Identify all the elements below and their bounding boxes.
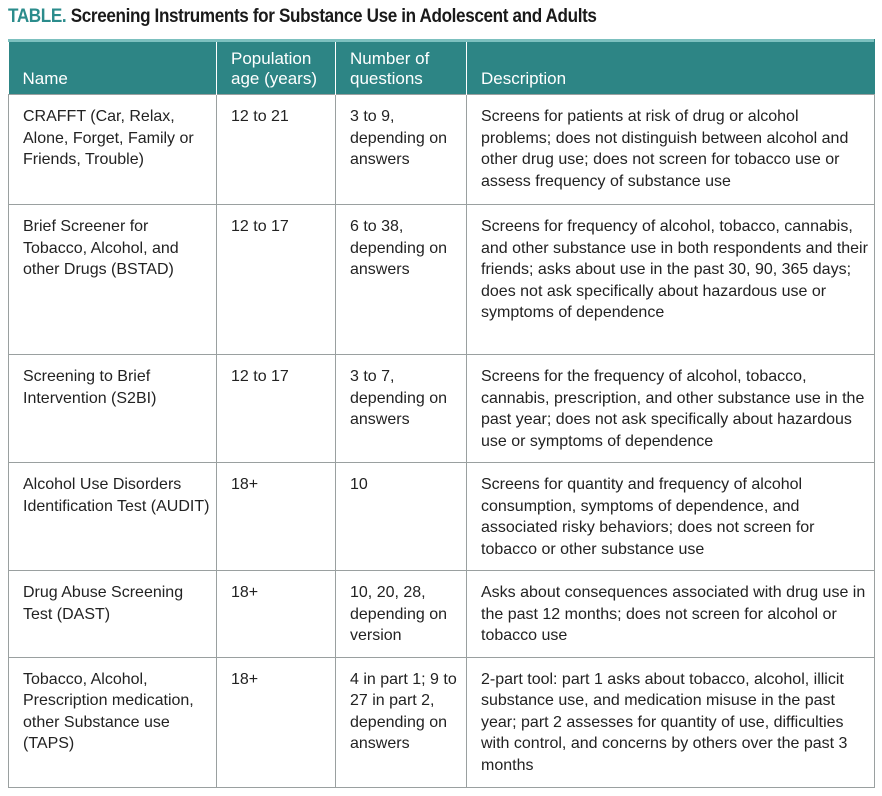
table-row — [9, 463, 875, 571]
cell-age: 18+ — [217, 571, 336, 658]
cell-questions: 10 — [336, 463, 467, 571]
table-row — [9, 205, 875, 355]
header-name: Name — [9, 39, 217, 95]
cell-age: 12 to 17 — [217, 205, 336, 355]
screening-instruments-table — [8, 39, 875, 788]
table-title — [8, 6, 597, 28]
table-row — [9, 657, 875, 787]
header-age: Population age (years) — [217, 39, 336, 95]
table-row — [9, 95, 875, 205]
cell-age: 18+ — [217, 463, 336, 571]
cell-questions: 3 to 7, depending on answers — [336, 355, 467, 463]
table-title-text: Screening Instruments for Substance Use in Adolescent and Adults — [70, 6, 597, 27]
cell-name: Brief Screener for Tobacco, Alcohol, and other Drugs (BSTAD) — [9, 205, 217, 355]
table-row — [9, 571, 875, 658]
cell-description: 2-part tool: part 1 asks about tobacco, alcohol, illicit substance use, and medication misuse in the past year; part 2 assesses for quantity of use, difficulties with control, and concerns by others over the past 3 months — [467, 657, 875, 787]
cell-name: Screening to Brief Intervention (S2BI) — [9, 355, 217, 463]
cell-description: Screens for the frequency of alcohol, tobacco, cannabis, prescription, and other substance use in the past year; does not ask specifically about hazardous use or symptoms of dependence — [467, 355, 875, 463]
cell-age: 12 to 17 — [217, 355, 336, 463]
header-top-rule — [8, 39, 874, 42]
cell-age: 12 to 21 — [217, 95, 336, 205]
cell-description: Asks about consequences associated with drug use in the past 12 months; does not screen for alcohol or tobacco use — [467, 571, 875, 658]
cell-questions: 4 in part 1; 9 to 27 in part 2, depending on answers — [336, 657, 467, 787]
table-title-lead: TABLE. — [8, 6, 67, 27]
cell-description: Screens for quantity and frequency of alcohol consumption, symptoms of dependence, and associated risky behaviors; does not screen for tobacco or other substance use — [467, 463, 875, 571]
header-description: Description — [467, 39, 875, 95]
cell-questions: 10, 20, 28, depending on version — [336, 571, 467, 658]
cell-questions: 3 to 9, depending on answers — [336, 95, 467, 205]
cell-description: Screens for frequency of alcohol, tobacco, cannabis, and other substance use in both respondents and their friends; asks about use in the past 30, 90, 365 days; does not ask specifically about hazardous use or symptoms of dependence — [467, 205, 875, 355]
cell-age: 18+ — [217, 657, 336, 787]
cell-name: Alcohol Use Disorders Identification Test (AUDIT) — [9, 463, 217, 571]
cell-questions: 6 to 38, depending on answers — [336, 205, 467, 355]
cell-name: Drug Abuse Screening Test (DAST) — [9, 571, 217, 658]
cell-name: CRAFFT (Car, Relax, Alone, Forget, Family or Friends, Trouble) — [9, 95, 217, 205]
table-header-row — [9, 39, 875, 95]
cell-description: Screens for patients at risk of drug or alcohol problems; does not distinguish between alcohol and other drug use; does not screen for tobacco use or assess frequency of substance use — [467, 95, 875, 205]
cell-name: Tobacco, Alcohol, Prescription medication, other Substance use (TAPS) — [9, 657, 217, 787]
header-questions: Number of questions — [336, 39, 467, 95]
table-row — [9, 355, 875, 463]
